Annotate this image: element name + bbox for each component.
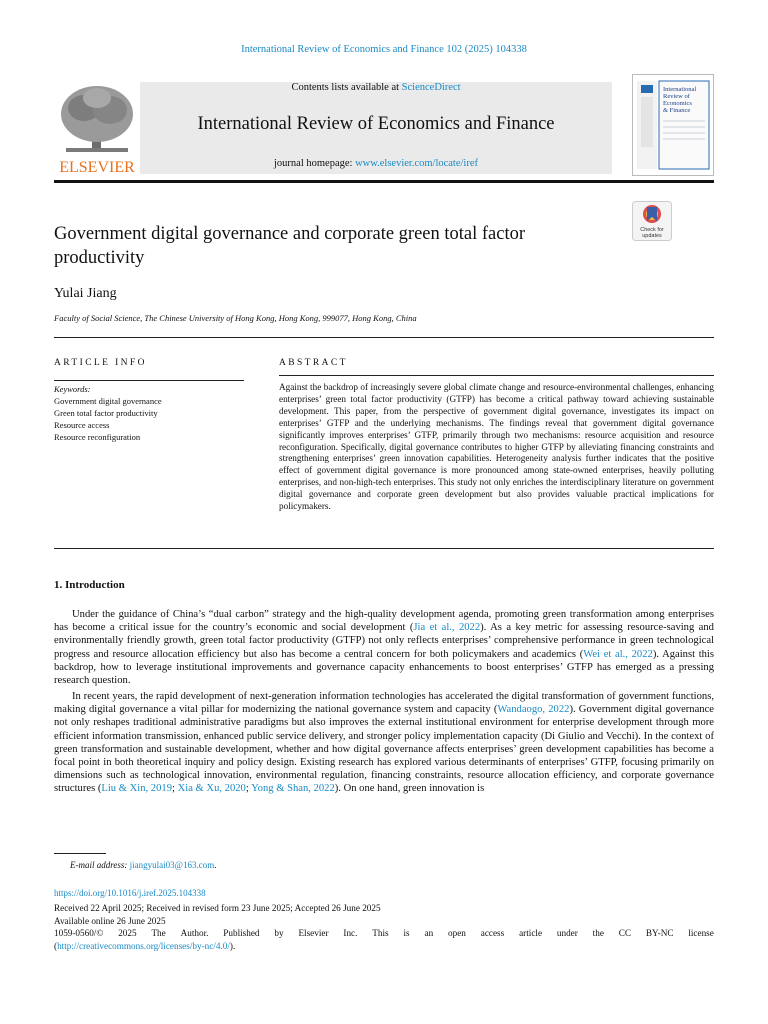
- reference-link[interactable]: Wandaogo, 2022: [497, 704, 570, 716]
- email-footnote: E-mail address: jiangyulai03@163.com.: [70, 860, 217, 870]
- journal-citation[interactable]: International Review of Economics and Finance 102 (2025) 104338: [241, 44, 527, 55]
- journal-cover-thumbnail[interactable]: [632, 74, 714, 176]
- footnote-rule: [54, 853, 106, 854]
- elsevier-tree-icon: [54, 80, 140, 176]
- journal-name: International Review of Economics and Finance: [197, 114, 555, 134]
- author-name[interactable]: Yulai Jiang: [54, 286, 117, 301]
- journal-homepage: journal homepage: www.elsevier.com/locate/iref: [274, 158, 478, 169]
- check-label-1: Check for: [640, 227, 664, 233]
- sciencedirect-link[interactable]: ScienceDirect: [401, 82, 461, 93]
- license-word: is: [403, 928, 410, 938]
- license-url-line: (http://creativecommons.org/licenses/by-nc/4.0/).: [54, 940, 236, 951]
- license-word: 1059-0560/©: [54, 928, 104, 938]
- received-dates: Received 22 April 2025; Received in revised form 23 June 2025; Accepted 26 June 2025: [54, 903, 381, 913]
- check-for-updates-button[interactable]: [632, 201, 672, 241]
- author-affiliation: Faculty of Social Science, The Chinese University of Hong Kong, Hong Kong, 999077, Hong Kong, China: [54, 313, 417, 323]
- keyword-item: Government digital governance: [54, 396, 162, 406]
- abstract-text: Against the backdrop of increasingly severe global climate change and resource-environmental challenges, enhancing enterprises’ green total factor productivity (GTFP) has become a critical pathway toward achieving sustainable development. This paper, from the perspective of government digital governance, investigates its impact on enterprises’ GTFP and the underlying mechanisms. The findings reveal that government digital governance significantly improves enterprises’ GTFP, primarily through two mechanisms: resource acquisition and resource reconfiguration. Specifically, digital governance contributes to higher GTFP by alleviating financing constraints and strengthening enterprises’ green innovation capabilities. Heterogeneity analysis further indicates that the positive effect of government digital governance is more pronounced among state-owned enterprises, heavily polluting enterprises, and non-high-tech enterprises. This study not only enriches the interdisciplinary literature on government digital governance and corporate green development but also provides valuable practical implications for policymakers.: [279, 382, 714, 512]
- license-word: Author.: [180, 928, 209, 938]
- license-statement: [54, 927, 714, 940]
- cover-title-1: International: [663, 86, 697, 93]
- contents-line: Contents lists available at ScienceDirect: [291, 82, 461, 93]
- reference-link[interactable]: Yong & Shan, 2022: [251, 783, 335, 795]
- doi-link[interactable]: https://doi.org/10.1016/j.iref.2025.104338: [54, 888, 206, 898]
- keywords-label: Keywords:: [54, 384, 91, 394]
- license-word: the: [592, 928, 604, 938]
- keyword-item: Green total factor productivity: [54, 408, 158, 418]
- section-bottom-rule: [54, 548, 714, 549]
- email-link[interactable]: jiangyulai03@163.com: [129, 860, 215, 870]
- license-word: The: [151, 928, 166, 938]
- cover-title-2: Review of: [663, 93, 690, 100]
- license-word: 2025: [118, 928, 137, 938]
- reference-link[interactable]: Liu & Xin, 2019: [101, 783, 172, 795]
- section-top-rule: [54, 337, 714, 338]
- online-date: Available online 26 June 2025: [54, 915, 166, 926]
- check-label-2: updates: [642, 233, 662, 239]
- license-word: under: [556, 928, 578, 938]
- journal-cover-icon: [633, 75, 713, 175]
- article-info-heading: ARTICLE INFO: [54, 358, 147, 368]
- cover-title-4: & Finance: [663, 107, 691, 114]
- abstract-heading: ABSTRACT: [279, 358, 348, 368]
- reference-link[interactable]: Wei et al., 2022: [583, 648, 653, 660]
- license-word: by: [274, 928, 284, 938]
- license-word: Published: [223, 928, 260, 938]
- license-word: article: [519, 928, 543, 938]
- reference-link[interactable]: Jia et al., 2022: [413, 622, 481, 634]
- article-info-rule: [54, 380, 244, 381]
- license-word: access: [480, 928, 505, 938]
- license-word: This: [372, 928, 389, 938]
- cover-title-3: Economics: [663, 100, 692, 107]
- article-title: Government digital governance and corporate green total factor productivity: [54, 224, 526, 268]
- license-word: Elsevier: [298, 928, 329, 938]
- license-word: an: [424, 928, 434, 938]
- license-word: open: [448, 928, 466, 938]
- elsevier-logo: [54, 80, 140, 176]
- publisher-name: ELSEVIER: [59, 159, 135, 176]
- article-dates: [54, 902, 714, 952]
- abstract-rule: [279, 375, 714, 376]
- license-word: BY-NC: [645, 928, 674, 938]
- reference-link[interactable]: Xia & Xu, 2020: [177, 783, 246, 795]
- check-for-updates-icon: [632, 201, 672, 241]
- license-word: Inc.: [343, 928, 358, 938]
- introduction-paragraph-2: In recent years, the rapid development of next-generation information technologies has accelerated the digital transformation of government functions, making digital governance a vital pillar for modernizing the national governance system and capacity (Wandaogo, 2022). Government digital governance not only reshapes traditional administrative paradigms but also improves the external institutional environment for enterprise development through more efficient information transmission, enhanced public service delivery, and stronger policy implementation capacity (Di Giulio and Vecchi). In the context of green transformation and sustainable development, whether and how digital governance affects enterprises’ green development capabilities has become a focal point in both theoretical inquiry and policy design. Existing research has explored various determinants of enterprises’ GTFP, focusing primarily on dimensions such as technological innovation, environmental regulation, financing constraints, resource allocation efficiency, and corporate governance structures (Liu & Xin, 2019; Xia & Xu, 2020; Yong & Shan, 2022). On one hand, green innovation is: [54, 691, 715, 795]
- homepage-link[interactable]: www.elsevier.com/locate/iref: [355, 158, 478, 169]
- introduction-heading: 1. Introduction: [54, 579, 125, 591]
- keyword-item: Resource access: [54, 420, 110, 430]
- keyword-item: Resource reconfiguration: [54, 432, 141, 442]
- header-rule: [54, 180, 714, 183]
- license-link[interactable]: http://creativecommons.org/licenses/by-nc/4.0/: [57, 940, 230, 951]
- license-word: CC: [618, 928, 632, 938]
- keywords-block: [54, 383, 244, 443]
- license-word: license: [688, 928, 714, 938]
- introduction-paragraph-1: Under the guidance of China’s “dual carbon” strategy and the high-quality development agenda, promoting green transformation among enterprises has become a critical issue for the country’s economic and social development (Jia et al., 2022). As a key metric for assessing resource-saving and environmentally friendly growth, green total factor productivity (GTFP) not only reflects enterprises’ comprehensive performance in green technological progress and resource allocation efficiency but also has become a central concern for both policymakers and academics (Wei et al., 2022). Against this backdrop, how to leverage institutional improvements and governance capacity enhancements to boost enterprises’ GTFP has emerged as a pressing research question.: [54, 609, 714, 687]
